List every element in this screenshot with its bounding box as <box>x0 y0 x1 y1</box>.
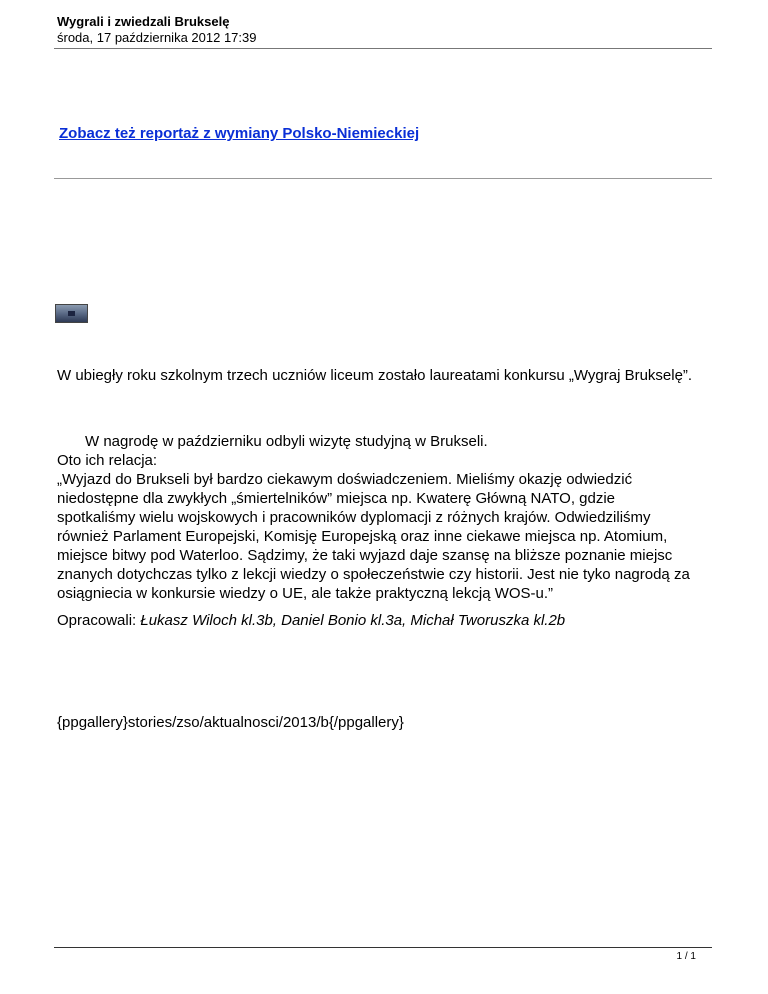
header-divider <box>54 48 712 49</box>
article-line: spotkaliśmy wielu wojskowych i pracowników dyplomacji z różnych krajów. Odwiedziliśmy <box>57 509 651 526</box>
photo-thumbnail-icon[interactable] <box>55 304 88 323</box>
article-line: również Parlament Europejski, Komisję Europejską oraz inne ciekawe miejsca np. Atomium, <box>57 528 668 545</box>
related-report-link[interactable]: Zobacz też reportaż z wymiany Polsko-Niemieckiej <box>59 125 420 142</box>
gallery-placeholder: {ppgallery}stories/zso/aktualnosci/2013/b{/ppgallery} <box>57 714 404 731</box>
article-line: niedostępne dla zwykłych „śmiertelników” miejsca np. Kwaterę Główną NATO, gdzie <box>57 490 616 507</box>
article-line-text: W nagrodę w październiku odbyli wizytę studyjną w Brukseli. <box>85 433 488 450</box>
footer-divider <box>54 947 712 948</box>
page-header-date: środa, 17 października 2012 17:39 <box>57 30 257 45</box>
article-body <box>57 432 717 603</box>
authors-names: Łukasz Wiloch kl.3b, Daniel Bonio kl.3a, Michał Tworuszka kl.2b <box>140 612 566 629</box>
authors-label: Opracowali: <box>57 612 141 629</box>
page-header-title: Wygrali i zwiedzali Brukselę <box>57 14 230 29</box>
article-line <box>57 432 717 451</box>
article-line: znanych dotychczas tylko z lekcji wiedzy o społeczeństwie czy historii. Jest nie tyko nagrodą za <box>57 566 690 583</box>
related-link-container <box>59 125 419 142</box>
page-number: 1 / 1 <box>676 951 696 962</box>
article-authors <box>57 611 717 630</box>
article-line: miejsce bitwy pod Waterloo. Sądzimy, że taki wyjazd daje szansę na bliższe poznanie miejsc <box>57 547 673 564</box>
article-intro: W ubiegły roku szkolnym trzech uczniów liceum zostało laureatami konkursu „Wygraj Brukselę”. <box>57 367 693 384</box>
article-line: osiągniecia w konkursie wiedzy o UE, ale także praktyczną lekcją WOS-u.” <box>57 585 554 602</box>
section-divider <box>54 178 712 179</box>
article-line: Oto ich relacja: <box>57 452 158 469</box>
article-line: „Wyjazd do Brukseli był bardzo ciekawym doświadczeniem. Mieliśmy okazję odwiedzić <box>57 471 633 488</box>
